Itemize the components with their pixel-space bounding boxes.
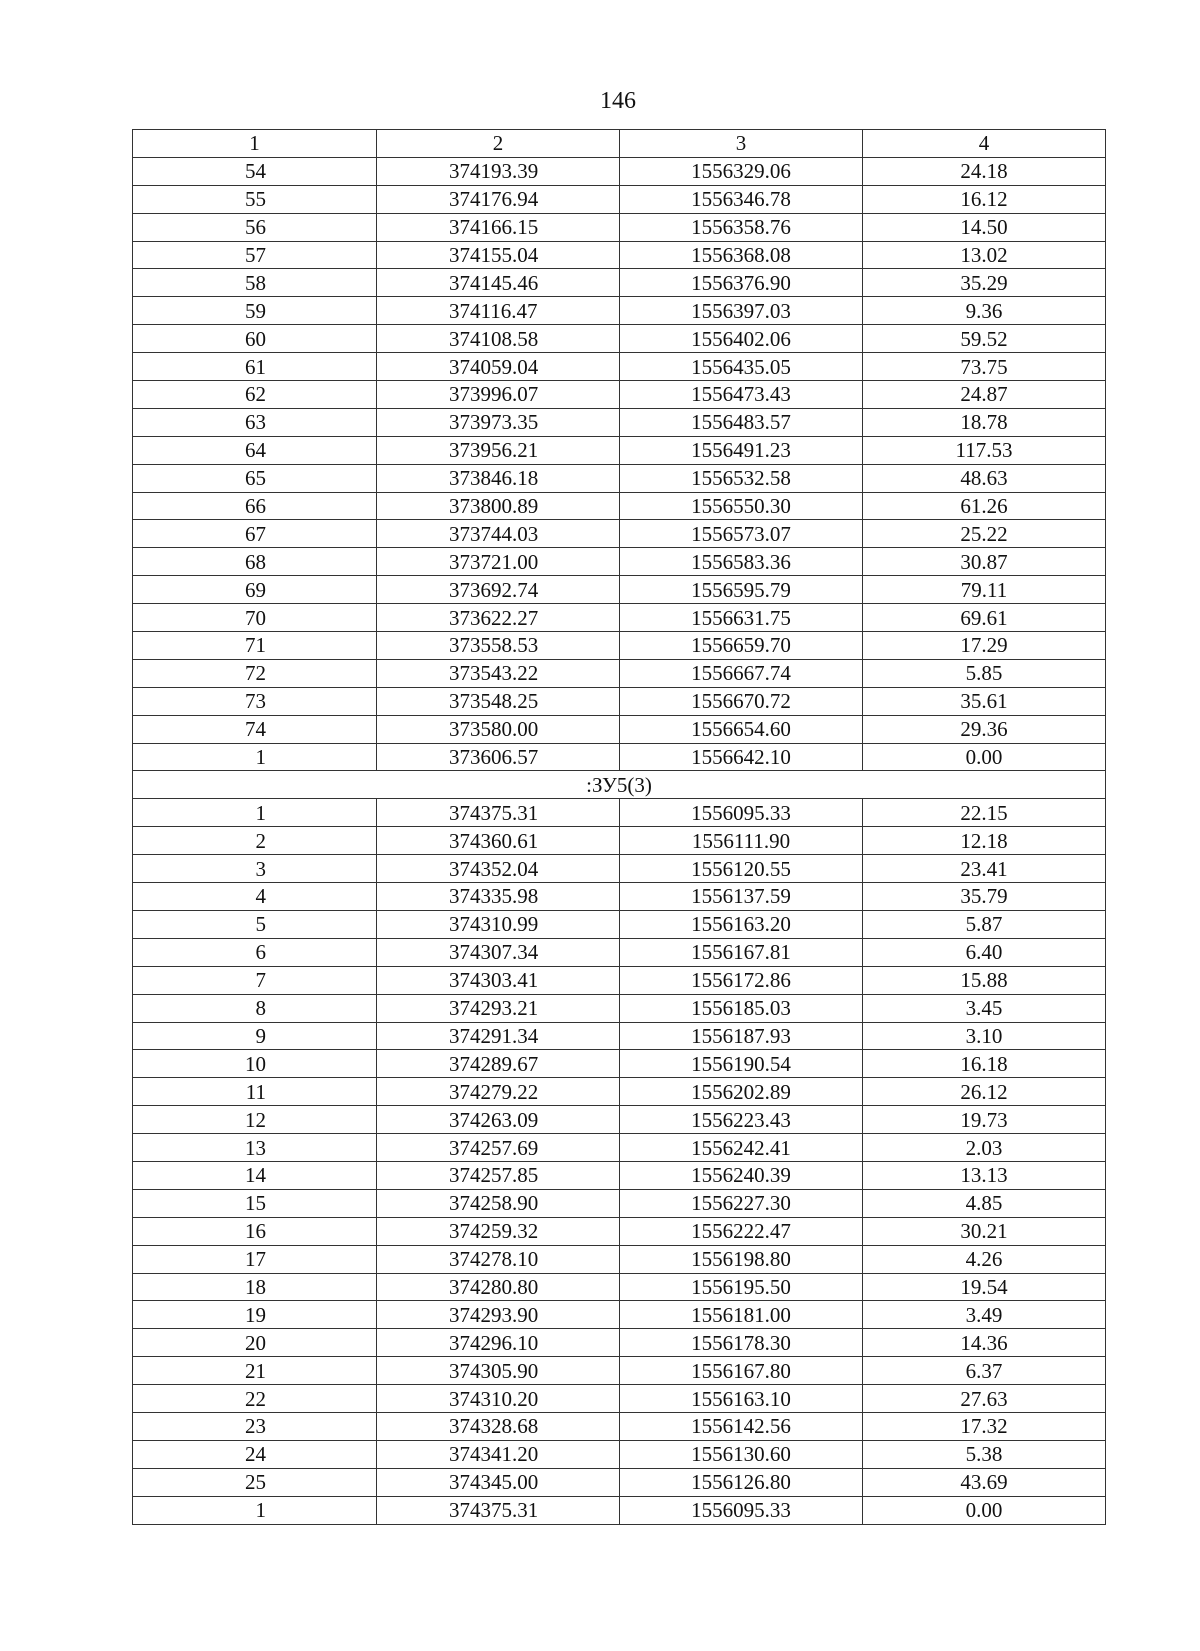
distance-cell: 4.26 [863,1245,1106,1273]
y-coordinate-cell: 1556483.57 [620,408,863,436]
y-coordinate-cell: 1556550.30 [620,492,863,520]
x-coordinate-cell: 373692.74 [377,576,620,604]
y-coordinate-cell: 1556242.41 [620,1134,863,1162]
y-coordinate-cell: 1556667.74 [620,659,863,687]
y-coordinate-cell: 1556142.56 [620,1412,863,1440]
point-number-cell: 1 [133,1496,377,1524]
x-coordinate-cell: 373744.03 [377,520,620,548]
point-number-cell: 1 [133,743,377,771]
x-coordinate-cell: 374116.47 [377,297,620,325]
point-number-cell: 24 [133,1440,377,1468]
distance-cell: 6.37 [863,1357,1106,1385]
x-coordinate-cell: 373956.21 [377,436,620,464]
point-number-cell: 71 [133,632,377,660]
point-number-cell: 12 [133,1106,377,1134]
y-coordinate-cell: 1556172.86 [620,966,863,994]
distance-cell: 43.69 [863,1468,1106,1496]
y-coordinate-cell: 1556181.00 [620,1301,863,1329]
table-row [133,297,1106,325]
distance-cell: 13.02 [863,241,1106,269]
point-number-cell: 64 [133,436,377,464]
point-number-cell: 15 [133,1189,377,1217]
table-row [133,548,1106,576]
distance-cell: 19.54 [863,1273,1106,1301]
table-row [133,241,1106,269]
distance-cell: 14.50 [863,213,1106,241]
header-cell-point: 1 [133,130,377,158]
y-coordinate-cell: 1556491.23 [620,436,863,464]
point-number-cell: 68 [133,548,377,576]
distance-cell: 9.36 [863,297,1106,325]
table-row [133,1357,1106,1385]
point-number-cell: 14 [133,1161,377,1189]
distance-cell: 25.22 [863,520,1106,548]
x-coordinate-cell: 374291.34 [377,1022,620,1050]
x-coordinate-cell: 374263.09 [377,1106,620,1134]
table-row [133,1189,1106,1217]
y-coordinate-cell: 1556120.55 [620,855,863,883]
x-coordinate-cell: 374193.39 [377,157,620,185]
y-coordinate-cell: 1556222.47 [620,1217,863,1245]
distance-cell: 27.63 [863,1385,1106,1413]
table-row [133,1385,1106,1413]
point-number-cell: 17 [133,1245,377,1273]
x-coordinate-cell: 374279.22 [377,1078,620,1106]
point-number-cell: 16 [133,1217,377,1245]
x-coordinate-cell: 374289.67 [377,1050,620,1078]
table-row [133,1245,1106,1273]
x-coordinate-cell: 374375.31 [377,1496,620,1524]
point-number-cell: 23 [133,1412,377,1440]
distance-cell: 35.79 [863,883,1106,911]
y-coordinate-cell: 1556583.36 [620,548,863,576]
y-coordinate-cell: 1556473.43 [620,381,863,409]
distance-cell: 3.10 [863,1022,1106,1050]
x-coordinate-cell: 374280.80 [377,1273,620,1301]
distance-cell: 30.21 [863,1217,1106,1245]
header-row [133,130,1106,158]
distance-cell: 69.61 [863,604,1106,632]
table-row [133,1022,1106,1050]
x-coordinate-cell: 373996.07 [377,381,620,409]
point-number-cell: 6 [133,938,377,966]
point-number-cell: 2 [133,827,377,855]
distance-cell: 17.32 [863,1412,1106,1440]
section-row [133,771,1106,799]
x-coordinate-cell: 374375.31 [377,799,620,827]
y-coordinate-cell: 1556346.78 [620,185,863,213]
y-coordinate-cell: 1556167.80 [620,1357,863,1385]
point-number-cell: 69 [133,576,377,604]
table-row [133,325,1106,353]
y-coordinate-cell: 1556227.30 [620,1189,863,1217]
distance-cell: 24.87 [863,381,1106,409]
y-coordinate-cell: 1556670.72 [620,687,863,715]
y-coordinate-cell: 1556435.05 [620,353,863,381]
y-coordinate-cell: 1556095.33 [620,1496,863,1524]
distance-cell: 30.87 [863,548,1106,576]
distance-cell: 12.18 [863,827,1106,855]
x-coordinate-cell: 374176.94 [377,185,620,213]
x-coordinate-cell: 373606.57 [377,743,620,771]
distance-cell: 3.49 [863,1301,1106,1329]
table-row [133,157,1106,185]
distance-cell: 22.15 [863,799,1106,827]
x-coordinate-cell: 373558.53 [377,632,620,660]
y-coordinate-cell: 1556190.54 [620,1050,863,1078]
distance-cell: 5.38 [863,1440,1106,1468]
point-number-cell: 56 [133,213,377,241]
y-coordinate-cell: 1556595.79 [620,576,863,604]
table-row [133,743,1106,771]
y-coordinate-cell: 1556402.06 [620,325,863,353]
x-coordinate-cell: 374278.10 [377,1245,620,1273]
x-coordinate-cell: 374155.04 [377,241,620,269]
table-row [133,269,1106,297]
distance-cell: 4.85 [863,1189,1106,1217]
distance-cell: 2.03 [863,1134,1106,1162]
table-row [133,1078,1106,1106]
point-number-cell: 63 [133,408,377,436]
y-coordinate-cell: 1556111.90 [620,827,863,855]
point-number-cell: 11 [133,1078,377,1106]
point-number-cell: 66 [133,492,377,520]
x-coordinate-cell: 374259.32 [377,1217,620,1245]
table-row [133,659,1106,687]
y-coordinate-cell: 1556659.70 [620,632,863,660]
distance-cell: 117.53 [863,436,1106,464]
distance-cell: 61.26 [863,492,1106,520]
distance-cell: 79.11 [863,576,1106,604]
point-number-cell: 10 [133,1050,377,1078]
distance-cell: 14.36 [863,1329,1106,1357]
point-number-cell: 67 [133,520,377,548]
point-number-cell: 13 [133,1134,377,1162]
y-coordinate-cell: 1556397.03 [620,297,863,325]
table-row [133,910,1106,938]
x-coordinate-cell: 374310.99 [377,910,620,938]
point-number-cell: 55 [133,185,377,213]
y-coordinate-cell: 1556654.60 [620,715,863,743]
x-coordinate-cell: 373543.22 [377,659,620,687]
table-row [133,353,1106,381]
distance-cell: 5.85 [863,659,1106,687]
point-number-cell: 58 [133,269,377,297]
point-number-cell: 61 [133,353,377,381]
table-row [133,1301,1106,1329]
distance-cell: 15.88 [863,966,1106,994]
x-coordinate-cell: 374345.00 [377,1468,620,1496]
table-row [133,492,1106,520]
page-number: 146 [600,88,636,114]
y-coordinate-cell: 1556223.43 [620,1106,863,1134]
table-row [133,632,1106,660]
point-number-cell: 72 [133,659,377,687]
distance-cell: 3.45 [863,994,1106,1022]
y-coordinate-cell: 1556532.58 [620,464,863,492]
point-number-cell: 70 [133,604,377,632]
x-coordinate-cell: 373800.89 [377,492,620,520]
table-row [133,1496,1106,1524]
y-coordinate-cell: 1556329.06 [620,157,863,185]
distance-cell: 59.52 [863,325,1106,353]
x-coordinate-cell: 374059.04 [377,353,620,381]
y-coordinate-cell: 1556240.39 [620,1161,863,1189]
point-number-cell: 4 [133,883,377,911]
y-coordinate-cell: 1556202.89 [620,1078,863,1106]
table-row [133,1440,1106,1468]
y-coordinate-cell: 1556358.76 [620,213,863,241]
coordinates-table [132,129,1106,1525]
x-coordinate-cell: 374258.90 [377,1189,620,1217]
x-coordinate-cell: 374360.61 [377,827,620,855]
point-number-cell: 59 [133,297,377,325]
distance-cell: 5.87 [863,910,1106,938]
point-number-cell: 62 [133,381,377,409]
y-coordinate-cell: 1556195.50 [620,1273,863,1301]
y-coordinate-cell: 1556163.10 [620,1385,863,1413]
x-coordinate-cell: 374293.21 [377,994,620,1022]
y-coordinate-cell: 1556126.80 [620,1468,863,1496]
point-number-cell: 22 [133,1385,377,1413]
x-coordinate-cell: 374305.90 [377,1357,620,1385]
table-row [133,604,1106,632]
distance-cell: 0.00 [863,1496,1106,1524]
point-number-cell: 5 [133,910,377,938]
x-coordinate-cell: 374328.68 [377,1412,620,1440]
x-coordinate-cell: 373622.27 [377,604,620,632]
x-coordinate-cell: 373580.00 [377,715,620,743]
table-row [133,1050,1106,1078]
header-cell-x: 2 [377,130,620,158]
x-coordinate-cell: 373721.00 [377,548,620,576]
x-coordinate-cell: 374145.46 [377,269,620,297]
y-coordinate-cell: 1556178.30 [620,1329,863,1357]
distance-cell: 26.12 [863,1078,1106,1106]
table-row [133,966,1106,994]
y-coordinate-cell: 1556187.93 [620,1022,863,1050]
table-row [133,1468,1106,1496]
table-row [133,715,1106,743]
y-coordinate-cell: 1556163.20 [620,910,863,938]
table-row [133,464,1106,492]
header-cell-y: 3 [620,130,863,158]
point-number-cell: 21 [133,1357,377,1385]
table-row [133,938,1106,966]
table-row [133,1329,1106,1357]
x-coordinate-cell: 374257.85 [377,1161,620,1189]
x-coordinate-cell: 374296.10 [377,1329,620,1357]
table-row [133,436,1106,464]
y-coordinate-cell: 1556368.08 [620,241,863,269]
distance-cell: 0.00 [863,743,1106,771]
x-coordinate-cell: 374108.58 [377,325,620,353]
table-row [133,1273,1106,1301]
point-number-cell: 25 [133,1468,377,1496]
distance-cell: 73.75 [863,353,1106,381]
table-row [133,687,1106,715]
point-number-cell: 3 [133,855,377,883]
y-coordinate-cell: 1556642.10 [620,743,863,771]
point-number-cell: 73 [133,687,377,715]
point-number-cell: 18 [133,1273,377,1301]
table-row [133,576,1106,604]
y-coordinate-cell: 1556376.90 [620,269,863,297]
distance-cell: 18.78 [863,408,1106,436]
table-row [133,1161,1106,1189]
point-number-cell: 8 [133,994,377,1022]
distance-cell: 29.36 [863,715,1106,743]
y-coordinate-cell: 1556095.33 [620,799,863,827]
x-coordinate-cell: 373973.35 [377,408,620,436]
y-coordinate-cell: 1556130.60 [620,1440,863,1468]
distance-cell: 16.18 [863,1050,1106,1078]
y-coordinate-cell: 1556137.59 [620,883,863,911]
x-coordinate-cell: 374257.69 [377,1134,620,1162]
y-coordinate-cell: 1556167.81 [620,938,863,966]
distance-cell: 23.41 [863,855,1106,883]
x-coordinate-cell: 374293.90 [377,1301,620,1329]
table-row [133,213,1106,241]
distance-cell: 48.63 [863,464,1106,492]
table-row [133,520,1106,548]
x-coordinate-cell: 374352.04 [377,855,620,883]
distance-cell: 35.29 [863,269,1106,297]
point-number-cell: 65 [133,464,377,492]
table-row [133,799,1106,827]
x-coordinate-cell: 374303.41 [377,966,620,994]
distance-cell: 35.61 [863,687,1106,715]
point-number-cell: 7 [133,966,377,994]
table-row [133,883,1106,911]
table-row [133,1412,1106,1440]
point-number-cell: 9 [133,1022,377,1050]
x-coordinate-cell: 374166.15 [377,213,620,241]
table-row [133,1217,1106,1245]
distance-cell: 13.13 [863,1161,1106,1189]
distance-cell: 16.12 [863,185,1106,213]
y-coordinate-cell: 1556631.75 [620,604,863,632]
y-coordinate-cell: 1556573.07 [620,520,863,548]
point-number-cell: 60 [133,325,377,353]
distance-cell: 24.18 [863,157,1106,185]
table-row [133,381,1106,409]
x-coordinate-cell: 374335.98 [377,883,620,911]
distance-cell: 17.29 [863,632,1106,660]
y-coordinate-cell: 1556198.80 [620,1245,863,1273]
point-number-cell: 57 [133,241,377,269]
distance-cell: 6.40 [863,938,1106,966]
x-coordinate-cell: 374341.20 [377,1440,620,1468]
table-row [133,827,1106,855]
distance-cell: 19.73 [863,1106,1106,1134]
header-cell-distance: 4 [863,130,1106,158]
x-coordinate-cell: 374307.34 [377,938,620,966]
point-number-cell: 74 [133,715,377,743]
section-title: :ЗУ5(3) [133,771,1106,799]
x-coordinate-cell: 373846.18 [377,464,620,492]
table-row [133,1134,1106,1162]
point-number-cell: 20 [133,1329,377,1357]
table-row [133,994,1106,1022]
table-row [133,185,1106,213]
table-row [133,408,1106,436]
y-coordinate-cell: 1556185.03 [620,994,863,1022]
point-number-cell: 19 [133,1301,377,1329]
point-number-cell: 1 [133,799,377,827]
x-coordinate-cell: 373548.25 [377,687,620,715]
table-row [133,1106,1106,1134]
x-coordinate-cell: 374310.20 [377,1385,620,1413]
point-number-cell: 54 [133,157,377,185]
table-row [133,855,1106,883]
